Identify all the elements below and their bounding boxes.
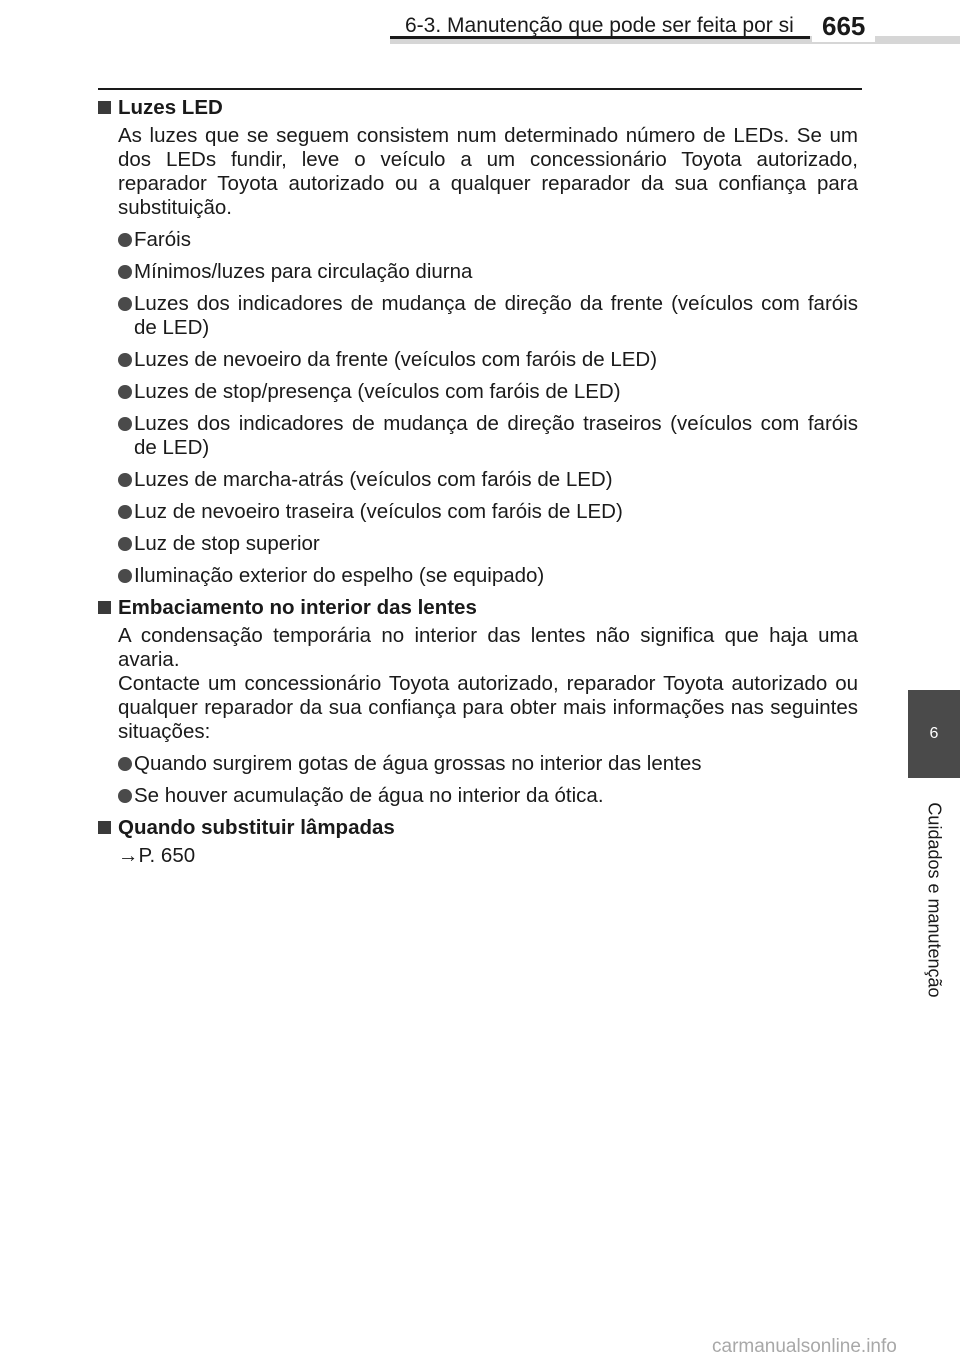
list-item: Luzes dos indicadores de mudança de direção traseiros (veículos com faróis de LED) xyxy=(118,412,858,460)
bullet-dot-icon xyxy=(118,385,132,399)
section-heading: Quando substituir lâmpadas xyxy=(98,816,858,840)
chapter-number: 6 xyxy=(929,725,939,742)
bullet-dot-icon xyxy=(118,233,132,247)
list-item: Mínimos/luzes para circulação diurna xyxy=(118,260,858,284)
bullet-dot-icon xyxy=(118,353,132,367)
page-header xyxy=(0,0,960,60)
bullet-dot-icon xyxy=(118,417,132,431)
section-heading: Luzes LED xyxy=(98,96,858,120)
square-bullet-icon xyxy=(98,821,111,834)
list-item: Luz de nevoeiro traseira (veículos com faróis de LED) xyxy=(118,500,858,524)
paragraph: A condensação temporária no interior das lentes não significa que haja uma avaria. xyxy=(118,624,858,671)
page-number: 665 xyxy=(812,11,875,42)
list-item: Luz de stop superior xyxy=(118,532,858,556)
bullet-dot-icon xyxy=(118,537,132,551)
bullet-dot-icon xyxy=(118,789,132,803)
paragraph: Contacte um concessionário Toyota autorizado, reparador Toyota autorizado ou qualquer reparador da sua confiança para obter mais informações nas seguintes situações: xyxy=(118,672,858,743)
list-item: Luzes de stop/presença (veículos com faróis de LED) xyxy=(118,380,858,404)
section-title: 6-3. Manutenção que pode ser feita por si xyxy=(405,14,794,37)
bullet-dot-icon xyxy=(118,505,132,519)
list-item: Faróis xyxy=(118,228,858,252)
list-item: Luzes de marcha-atrás (veículos com faróis de LED) xyxy=(118,468,858,492)
list-item: Luzes dos indicadores de mudança de direção da frente (veículos com faróis de LED) xyxy=(118,292,858,340)
square-bullet-icon xyxy=(98,101,111,114)
paragraph: As luzes que se seguem consistem num determinado número de LEDs. Se um dos LEDs fundir, leve o veículo a um concessionário Toyota autorizado, reparador Toyota autorizado ou a qualquer reparador da sua confiança para substituição. xyxy=(118,124,858,219)
bullet-dot-icon xyxy=(118,297,132,311)
bullet-dot-icon xyxy=(118,473,132,487)
list-item: Se houver acumulação de água no interior da ótica. xyxy=(118,784,858,808)
top-rule xyxy=(98,88,862,90)
page-reference-link[interactable]: →P. 650 xyxy=(118,844,196,867)
chapter-tab xyxy=(908,690,960,778)
bullet-dot-icon xyxy=(118,757,132,771)
watermark: carmanualsonline.info xyxy=(712,1336,897,1357)
section-heading: Embaciamento no interior das lentes xyxy=(98,596,858,620)
bullet-dot-icon xyxy=(118,265,132,279)
page-content xyxy=(98,96,858,868)
square-bullet-icon xyxy=(98,601,111,614)
list-item: Quando surgirem gotas de água grossas no interior das lentes xyxy=(118,752,858,776)
chapter-title: Cuidados e manutenção xyxy=(924,802,945,998)
list-item: Iluminação exterior do espelho (se equipado) xyxy=(118,564,858,588)
list-item: Luzes de nevoeiro da frente (veículos com faróis de LED) xyxy=(118,348,858,372)
bullet-dot-icon xyxy=(118,569,132,583)
